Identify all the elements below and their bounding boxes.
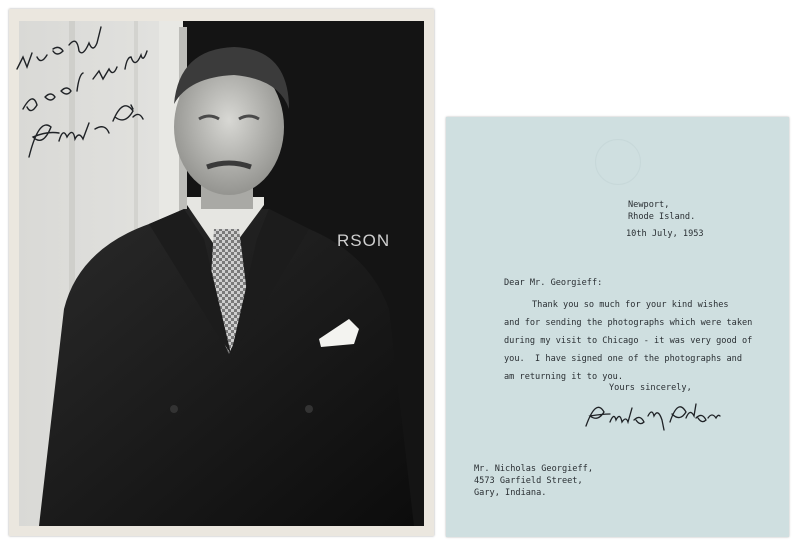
- letter-body: [504, 296, 784, 386]
- embossed-seal: [595, 139, 641, 185]
- handwritten-inscription: [9, 9, 159, 169]
- address-line: Newport,: [628, 200, 670, 210]
- recipient-address: [474, 463, 593, 499]
- recipient-line: Gary, Indiana.: [474, 488, 547, 498]
- salutation: Dear Mr. Georgieff:: [504, 278, 603, 288]
- door-sign-text: RSON: [337, 231, 391, 250]
- signed-photograph: [9, 9, 434, 536]
- address-line: Rhode Island.: [628, 212, 696, 222]
- letter-date: 10th July, 1953: [626, 229, 704, 239]
- handwritten-signature: [582, 400, 722, 434]
- body-line: during my visit to Chicago - it was very good of: [504, 336, 753, 346]
- typed-letter: [446, 117, 789, 537]
- body-line: you. I have signed one of the photographs and: [504, 354, 742, 364]
- closing: Yours sincerely,: [609, 383, 692, 393]
- body-line: am returning it to you.: [504, 372, 623, 382]
- sender-address: [628, 199, 695, 223]
- body-line: Thank you so much for your kind wishes: [532, 300, 729, 310]
- body-line: and for sending the photographs which were taken: [504, 318, 753, 328]
- recipient-line: Mr. Nicholas Georgieff,: [474, 464, 593, 474]
- recipient-line: 4573 Garfield Street,: [474, 476, 583, 486]
